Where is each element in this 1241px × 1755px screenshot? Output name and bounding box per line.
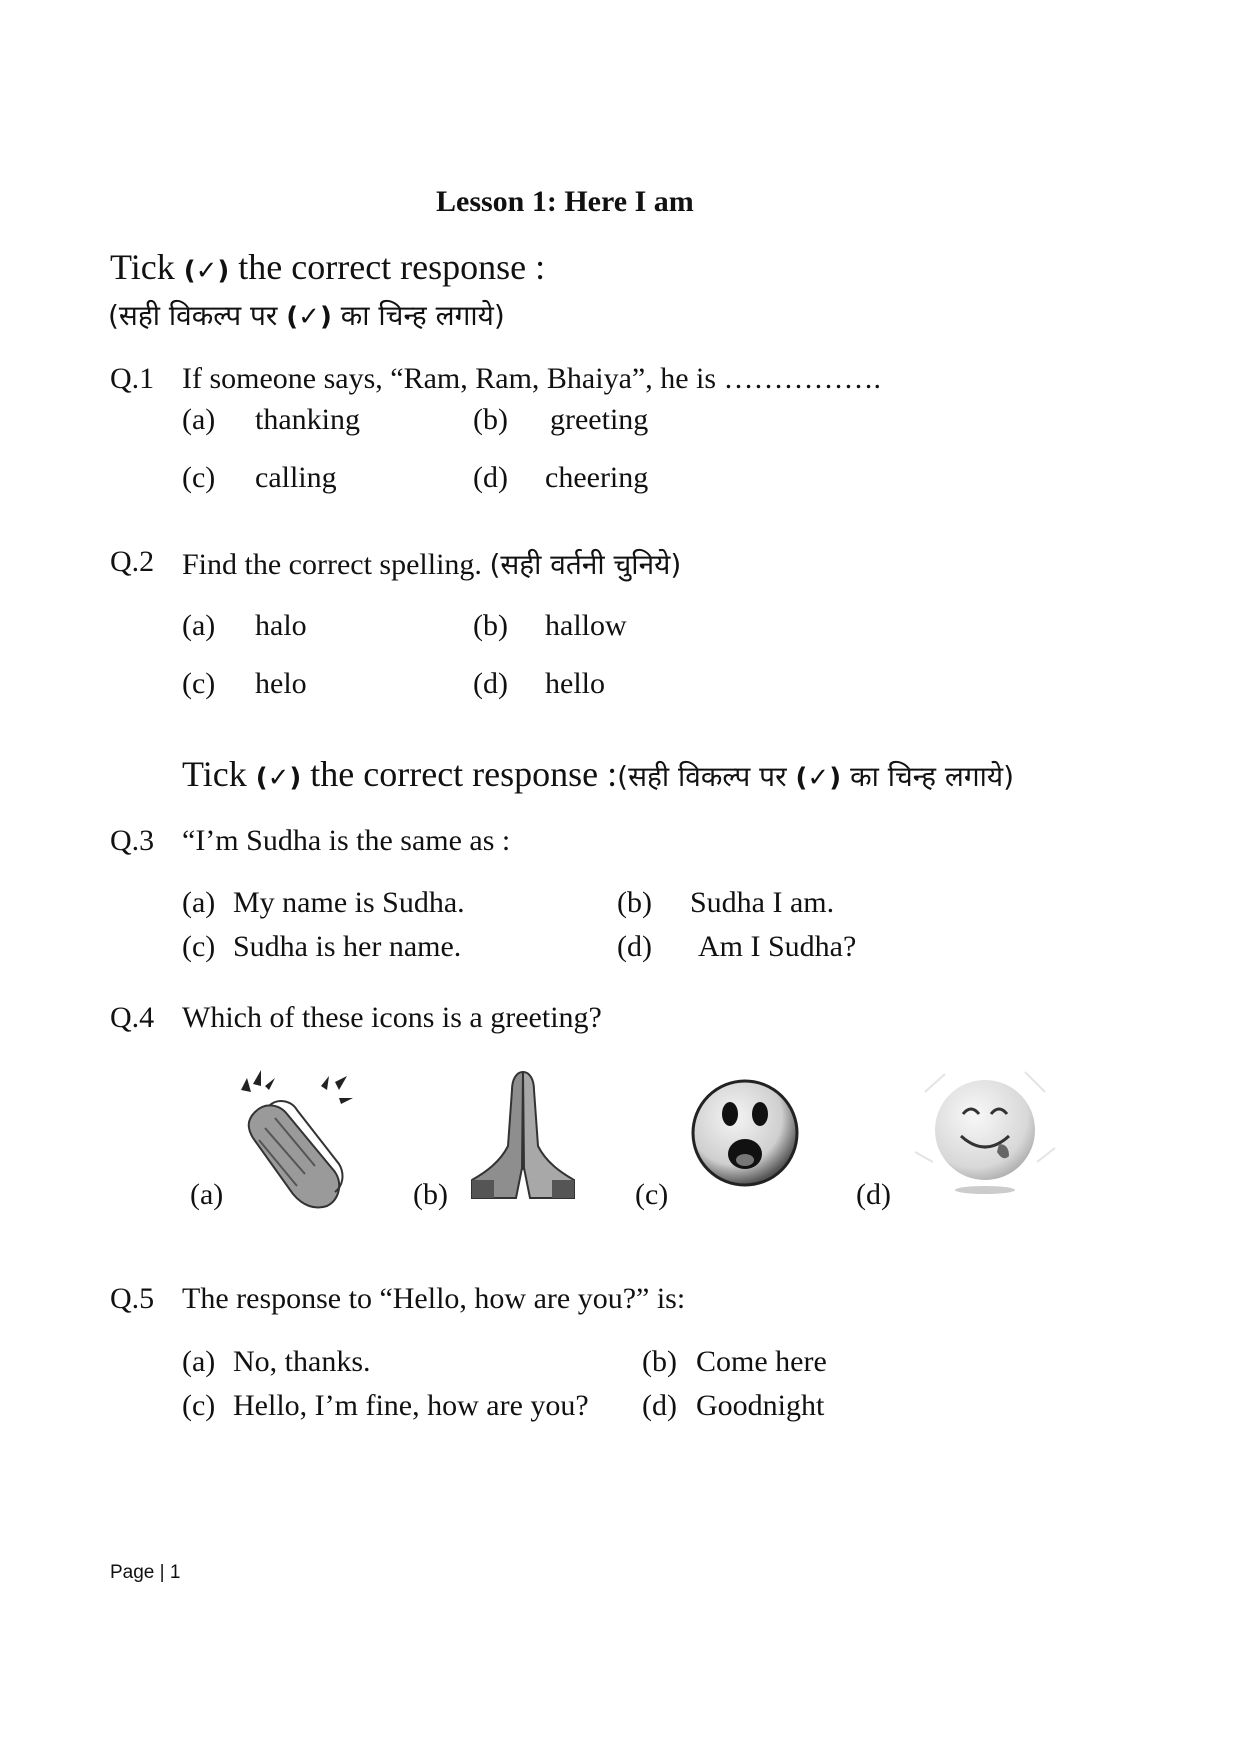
page-title: Lesson 1: Here I am xyxy=(436,185,694,218)
option-letter: (d) xyxy=(856,1178,891,1211)
option-text[interactable]: No, thanks. xyxy=(233,1345,371,1378)
instruction-hindi xyxy=(108,296,505,334)
option-letter: (b) xyxy=(413,1178,448,1211)
option-letter: (b) xyxy=(473,403,508,436)
instruction-line xyxy=(182,753,1014,795)
tick-mark-icon: (✓) xyxy=(183,256,230,286)
question-text: “I’m Sudha is the same as : xyxy=(182,824,511,857)
question-text xyxy=(182,545,681,583)
option-letter: (c) xyxy=(182,930,216,963)
question-number: Q.5 xyxy=(110,1282,155,1315)
hindi-text: का चिन्ह लगाये) xyxy=(850,760,1015,793)
option-letter: (a) xyxy=(190,1178,224,1211)
option-letter: (c) xyxy=(182,667,216,700)
question-text: If someone says, “Ram, Ram, Bhaiya”, he is ……………. xyxy=(182,362,882,395)
option-letter: (a) xyxy=(182,886,216,919)
option-text[interactable]: Goodnight xyxy=(696,1389,825,1422)
option-text[interactable]: thanking xyxy=(255,403,360,436)
option-letter: (b) xyxy=(617,886,652,919)
option-text[interactable]: Sudha I am. xyxy=(690,886,835,919)
option-letter: (d) xyxy=(473,461,508,494)
option-letter: (a) xyxy=(182,609,216,642)
option-letter: (c) xyxy=(182,461,216,494)
option-letter: (b) xyxy=(473,609,508,642)
option-text[interactable]: Come here xyxy=(696,1345,827,1378)
option-letter: (a) xyxy=(182,1345,216,1378)
option-letter: (d) xyxy=(473,667,508,700)
option-text[interactable]: Hello, I’m fine, how are you? xyxy=(233,1389,589,1422)
option-text[interactable]: greeting xyxy=(550,403,649,436)
folded-hands-icon[interactable] xyxy=(468,1068,578,1200)
tick-mark-icon: (✓) xyxy=(795,763,842,793)
shocked-face-icon[interactable] xyxy=(690,1078,800,1188)
hindi-text: का चिन्ह लगाये) xyxy=(340,299,505,332)
question-number: Q.1 xyxy=(110,362,155,395)
question-text: The response to “Hello, how are you?” is: xyxy=(182,1282,686,1315)
tick-mark-icon: (✓) xyxy=(286,302,332,332)
option-text[interactable]: Sudha is her name. xyxy=(233,930,462,963)
option-text[interactable]: helo xyxy=(255,667,307,700)
option-text[interactable]: My name is Sudha. xyxy=(233,886,465,919)
option-letter: (d) xyxy=(642,1389,677,1422)
option-text[interactable]: cheering xyxy=(545,461,649,494)
option-text[interactable]: Am I Sudha? xyxy=(698,930,857,963)
option-letter: (c) xyxy=(182,1389,216,1422)
instruction-line xyxy=(110,246,545,288)
option-text[interactable]: hallow xyxy=(545,609,627,642)
question-text: Which of these icons is a greeting? xyxy=(182,1001,602,1034)
option-letter: (a) xyxy=(182,403,216,436)
instruction-text: the correct response : xyxy=(310,754,618,794)
instruction-text: Tick xyxy=(110,247,175,287)
option-text[interactable]: halo xyxy=(255,609,307,642)
instruction-text: Tick xyxy=(182,754,247,794)
option-letter: (c) xyxy=(635,1178,669,1211)
question-text-hindi: (सही वर्तनी चुनिये) xyxy=(489,548,682,581)
question-number: Q.2 xyxy=(110,545,155,578)
hindi-text: (सही विकल्प पर xyxy=(617,760,787,793)
page-number: Page | 1 xyxy=(110,1562,181,1583)
option-letter: (b) xyxy=(642,1345,677,1378)
question-number: Q.3 xyxy=(110,824,155,857)
clapping-hands-icon[interactable] xyxy=(235,1068,365,1210)
option-text[interactable]: hello xyxy=(545,667,605,700)
hindi-text: (सही विकल्प पर xyxy=(108,299,278,332)
question-text-en: Find the correct spelling. xyxy=(182,548,482,581)
question-number: Q.4 xyxy=(110,1001,155,1034)
option-letter: (d) xyxy=(617,930,652,963)
tick-mark-icon: (✓) xyxy=(255,763,302,793)
option-text[interactable]: calling xyxy=(255,461,337,494)
instruction-text: the correct response : xyxy=(238,247,546,287)
yummy-face-icon[interactable] xyxy=(905,1062,1065,1202)
